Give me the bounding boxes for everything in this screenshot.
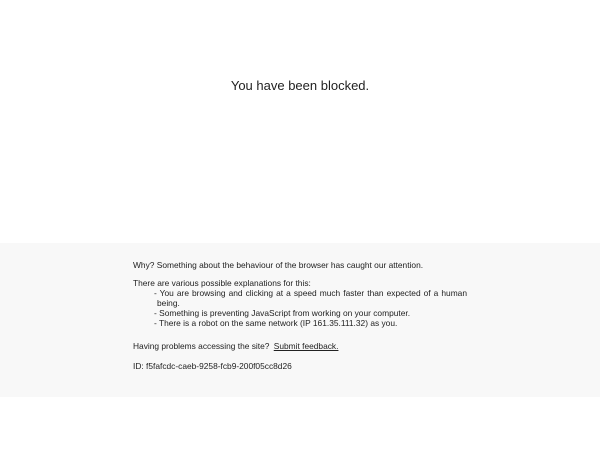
problems-line	[133, 341, 467, 351]
info-panel	[0, 243, 600, 397]
info-content	[133, 260, 467, 371]
submit-feedback-link[interactable]: Submit feedback.	[273, 341, 339, 351]
reason-list	[133, 288, 467, 328]
block-id: ID: f5fafcdc-caeb-9258-fcb9-200f05cc8d26	[133, 361, 292, 371]
reason-item-robot: - There is a robot on the same network (IP 161.35.111.32) as you.	[154, 318, 398, 328]
explanations-intro: There are various possible explanations for this:	[133, 278, 311, 288]
reason-item-javascript: - Something is preventing JavaScript from working on your computer.	[154, 308, 411, 318]
reason-item-speed: - You are browsing and clicking at a speed much faster than expected of a human being.	[154, 288, 467, 308]
why-text: Why? Something about the behaviour of the browser has caught our attention.	[133, 260, 424, 270]
problems-text: Having problems accessing the site?	[133, 341, 270, 351]
blocked-headline: You have been blocked.	[230, 78, 370, 93]
